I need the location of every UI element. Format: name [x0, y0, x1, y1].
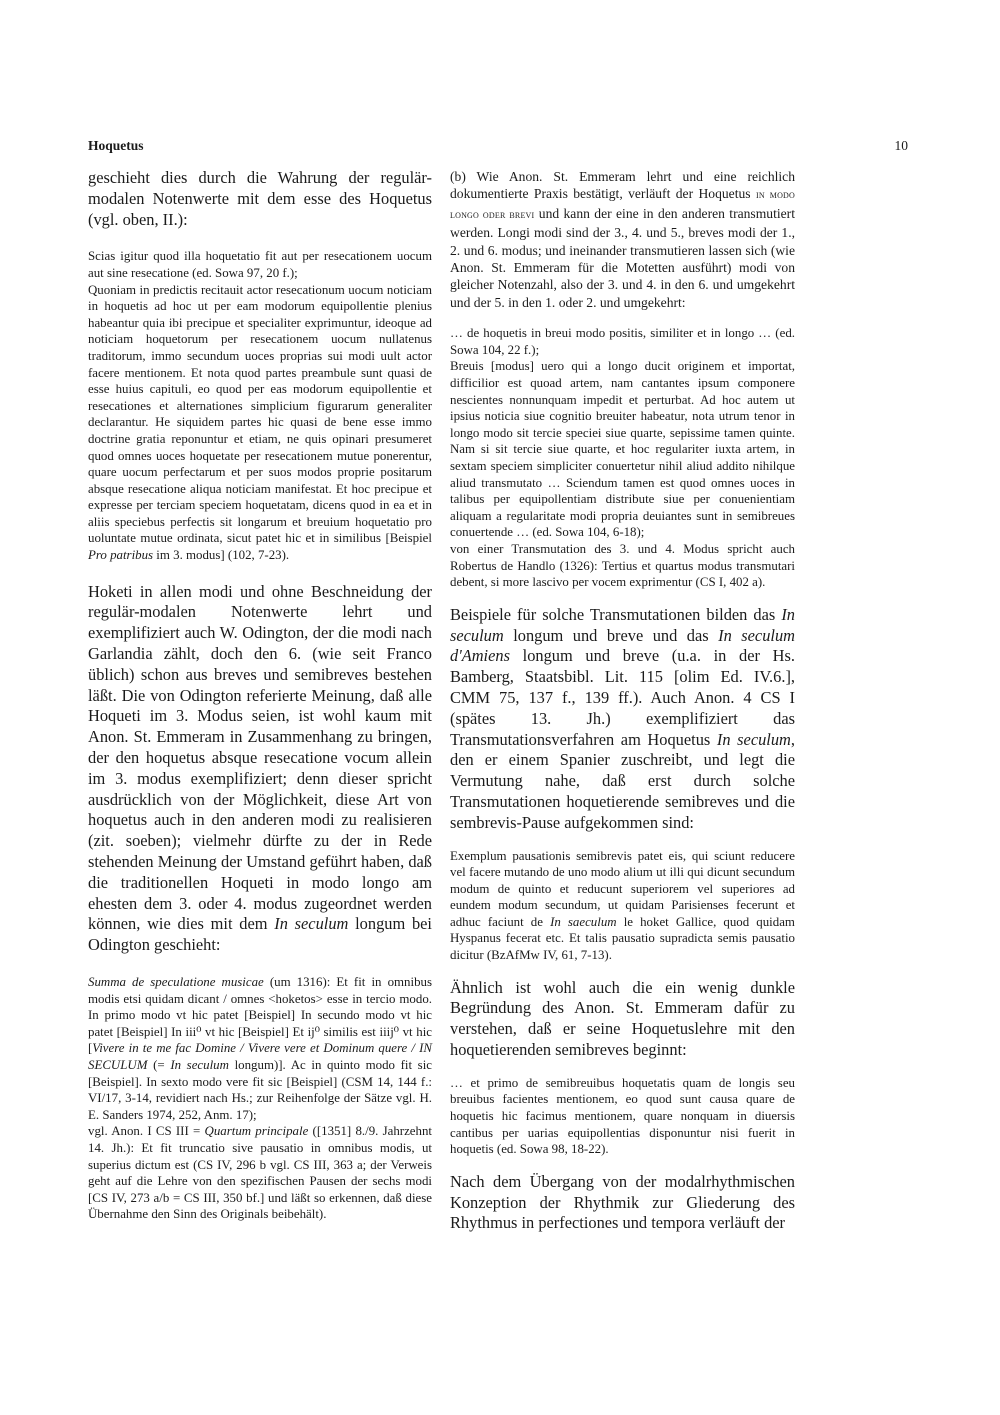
right-paragraph-2 — [450, 605, 795, 834]
left-quote-odington — [88, 974, 432, 1123]
right-paragraph-4: Nach dem Übergang von der modalrhythmischen Konzeption der Rhythmik zur Gliederung des Rhythmus in perfectiones und tempora verläuft der — [450, 1171, 795, 1233]
quote-italic-title: Vivere in te me fac Domine / Vivere vere et Dominum quere / IN SECULUM — [88, 1041, 432, 1072]
quote-italic-title: Summa de speculatione musicae — [88, 975, 264, 990]
paragraph-text: longum und breve und das — [513, 625, 709, 645]
quote-text: (um 1316): Et fit in omnibus modis etsi quidam dicant / omnes <hoketos> esse in tercio modo. In primo modo vt hic patet [Beispiel] In secundo modo vt hic patet [Beispiel] In iii⁰ vt hic [Beispiel] Et ij⁰ similis est iiij⁰ vt hic [ — [88, 975, 432, 1056]
paragraph-italic-title: In seculum — [716, 729, 791, 749]
paragraph-text: Hoketi in allen modi und ohne Beschneidung der regulär-modalen Notenwerte lehrt und exemplifiziert auch W. Odington, der die modi nach Garlandia zählt, doch den 6. (wie seit Franco üblich) schon aus breves und semibreves bestehen läßt. Die von Odington referierte Meinung, daß alle Hoqueti im 3. Modus seien, ist wohl kaum mit Anon. St. Emmeram in Zusammenhang zu bringen, der den hoquetus absque resecatione vocum allein im 3. modus exemplifiziert; denn dieser spricht ausdrücklich von der Möglichkeit, diese Art von hoquetus auch in den anderen modi zu realisieren (zit. soeben); vielmehr dürfte zu der in Rede stehenden Meinung der Umstand geführt haben, daß die traditionellen Hoqueti in modo longo am ehesten dem 3. oder 4. modus zugeordnet werden können, wie dies mit dem — [88, 581, 432, 934]
right-quote-sowa-98: … et primo de semibreuibus hoquetatis quam de longis seu breuibus facientes mentionem, eo quod sunt causa quare de hoquetis hic facimus mentionem, quare nonquam in diuersis cantibus per uarias equipollentias disponuntur nisi fuerit in hoquetis (ed. Sowa 98, 18-22). — [450, 1075, 795, 1157]
paragraph-text: (b) Wie Anon. St. Emmeram lehrt und eine reichlich dokumentierte Praxis bestätigt, verläuft der Hoquetus — [450, 169, 795, 202]
paragraph-text: Beispiele für solche Transmutationen bilden das — [450, 604, 776, 624]
left-paragraph-2 — [88, 582, 432, 956]
right-quote-sowa-104a: … de hoquetis in breui modo positis, similiter et in longo … (ed. Sowa 104, 22 f.); — [450, 326, 795, 357]
quote-text: (= — [153, 1057, 165, 1072]
quote-text: im 3. modus] (102, 7-23). — [156, 548, 290, 563]
quote-italic-title: Pro patribus — [88, 548, 154, 563]
paragraph-text: longum bei Odington geschieht: — [88, 914, 432, 955]
quote-text: ([1351] 8./9. Jahrzehnt 14. Jh.): Et fit truncatio sive pausatio in omnibus modis, ut superius dictum est (CS IV, 296 b vgl. CS III, 363 a; der Verweis geht auf die Lehre von den spezifischen Pausen der sechs modi [CS IV, 273 a/b = CS III, 350 bf.] und läßt so erkennen, daß diese Übernahme den Sinn des Originals beibehält). — [88, 1124, 432, 1222]
left-paragraph-1: geschieht dies durch die Wahrung der regulär-modalen Notenwerte mit dem esse des Hoquetus (vgl. oben, II.): — [88, 168, 432, 229]
quote-text: le hoket Gallice, quod quidam Hyspanus fecerat etc. Et talis pausatio supradicta semis pausatio dicitur (BzAfMw IV, 61, 7-13). — [450, 914, 795, 963]
quote-text: longum)]. Ac in quinto modo fit sic [Beispiel]. In sexto modo vere fit sic [Beispiel] (CSM 14, 144 f.: VI/17, 3-14, revidiert nach Hs.; zur Reihenfolge der Sätze vgl. H. E. Sanders 1974, 252, Anm. 17); — [88, 1057, 432, 1122]
quote-text: Exemplum pausationis semibrevis patet eis, qui sciunt reducere vel facere mutando de uno modo alium ut illi qui dicunt secundum modum de quinto et reducunt superiorem vel superiores ad eundem modum secundum, ut quidam Parisienses fecerunt et adhuc faciunt de — [450, 848, 795, 929]
paragraph-italic-title: In seculum — [274, 914, 349, 934]
left-quote-anon-i — [88, 1123, 432, 1223]
right-quote-handlo: von einer Transmutation des 3. und 4. Modus spricht auch Robertus de Handlo (1326): Tertius et quartus modus transmutari debent, si more lascivo per vocem exprimentur (CS I, 402 a). — [450, 541, 795, 590]
right-paragraph-b — [450, 168, 795, 311]
quote-text: vgl. Anon. I CS III = — [88, 1124, 201, 1139]
left-column — [88, 168, 432, 1223]
paragraph-text: longum und breve (u.a. in der Hs. Bamberg, Staatsbibl. Lit. 115 [olim Ed. IV.6.], CMM 75, 137 f., 139 ff.). Auch Anon. 4 CS I (spätes 13. Jh.) exemplifiziert das Transmutationsverfahren am Hoquetus — [450, 646, 795, 749]
left-quote-sowa-97: Scias igitur quod illa hoquetatio fit aut per resecationem uocum aut sine resecatione (ed. Sowa 97, 20 f.); — [88, 249, 432, 280]
left-quote-sowa-102 — [88, 282, 432, 564]
quote-italic-title: In seculum — [170, 1057, 229, 1072]
page-number: 10 — [894, 138, 908, 153]
quote-italic-title: Quartum principale — [204, 1124, 309, 1139]
right-column — [450, 168, 795, 1234]
small-caps-term: in modo longo oder brevi — [450, 189, 796, 221]
right-quote-anon-4 — [450, 848, 795, 964]
right-paragraph-3: Ähnlich ist wohl auch die ein wenig dunkle Begründung des Anon. St. Emmeram dafür zu verstehen, daß er seine Hoquetuslehre mit den hoquetierenden semibreves beginnt: — [450, 977, 795, 1060]
paragraph-text: , den er einem Spanier zuschreibt, und legt die Vermutung nahe, daß erst durch solche Transmutationen hoquetierende semibreves und die sembrevis-Pause aufgekommen sind: — [450, 729, 795, 832]
running-header — [88, 138, 908, 158]
right-quote-sowa-104b: Breuis [modus] uero qui a longo ducit originem et importat, difficilior est quoad artem, nam cantantes ipsum componere nescientes nonnunquam impedit et perturbat. Ad hoc autem ut ipsius noticia siue cognitio breuiter habeatur, nota utrum tenor in longo modo sit tercie speciei siue quarte, sepissime tamen quinte. Nam si sit tercie siue quarte, et hoc regulariter iuxta artem, in sextam speciem simpliciter conuertetur nihil aliud addito nihilque aliud transmutato … Sciendum tamen est quod omnes uoces in talibus per equipollentiam distribute siue per conuenientiam aliquam a regularitate modi propria deuiantes sunt in semibreues conuertende … (ed. Sowa 104, 6-18); — [450, 359, 795, 540]
paragraph-italic-title: In seculum — [450, 604, 795, 645]
quote-text: Quoniam in predictis recitauit actor resecationum uocum noticiam in hoquetis ad hoc ut per eam modorum equipollentie plenius habeantur quia ibi precipue et specialiter exprimuntur, ideoque ad noticiam hoquetorum per resecationem uocum nullatenus traditorum, immo secundum uoces proprias sui modi uult actor facere mentionem. Et nota quod partes preambule sunt quasi de esse huius capituli, eo quod per eas modorum equipollentie et resecationes et alternationes simplicium figurarum generaliter declarantur. He siquidem partes hic quasi de bene esse immo doctrine gratia reponuntur et etiam, ne quis opinari presumeret quod omnes uoces hoquetate per resecationem mutue ponerentur, quare uocum perfectarum et per suos modos proprie positarum absque resecatione aliqua noticiam manifestat. Et hoc precipue et expresse per terciam speciem hoquetatam, dicens quod in ea et in aliis speciebus perfectis sit longarum et breuium hoquetatio pro uoluntate mutue ordinata, sicut patet hic et in similibus [Beispiel — [88, 282, 432, 546]
quote-italic-title: In saeculum — [550, 914, 617, 929]
running-title: Hoquetus — [88, 138, 144, 153]
paragraph-text: und kann der eine in den anderen transmutiert werden. Longi modi sind der 3., 4. und 5., breves modi der 1., 2. und 6. modus; und ineinander transmutieren lassen sich (wie Anon. St. Emmeram für die Motetten ausführt) modi von gleicher Notenzahl, also der 3. und 4. in den 6. und umgekehrt und der 5. in den 1. oder 2. und umgekehrt: — [450, 205, 795, 310]
paragraph-italic-title: In seculum d'Amiens — [450, 625, 795, 666]
